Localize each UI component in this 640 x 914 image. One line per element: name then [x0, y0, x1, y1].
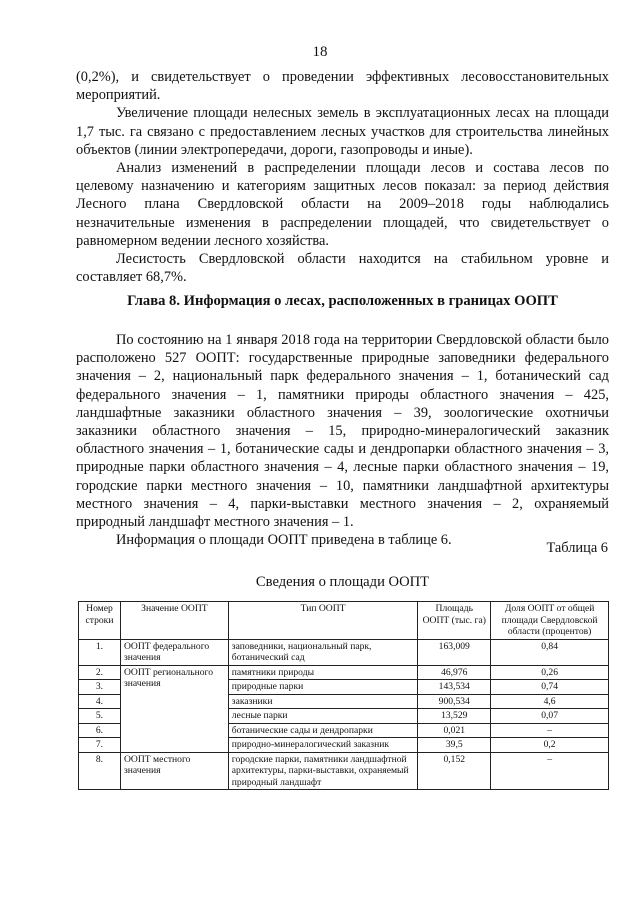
- cell-area: 13,529: [418, 709, 491, 724]
- cell-type: заказники: [228, 694, 418, 709]
- cell-share: –: [491, 723, 609, 738]
- cell-type: заповедники, национальный парк, ботанический сад: [228, 639, 418, 665]
- cell-group-federal: ООПТ федерального значения: [120, 639, 228, 665]
- cell-share: 0,2: [491, 738, 609, 753]
- cell-area: 0,152: [418, 752, 491, 790]
- cell-share: –: [491, 752, 609, 790]
- header-type: Тип ООПТ: [228, 602, 418, 640]
- header-significance: Значение ООПТ: [120, 602, 228, 640]
- cell-area: 39,5: [418, 738, 491, 753]
- cell-num: 2.: [79, 665, 121, 680]
- cell-num: 7.: [79, 738, 121, 753]
- cell-num: 1.: [79, 639, 121, 665]
- cell-num: 3.: [79, 680, 121, 695]
- cell-share: 0,07: [491, 709, 609, 724]
- cell-share: 4,6: [491, 694, 609, 709]
- cell-share: 0,26: [491, 665, 609, 680]
- cell-type: ботанические сады и дендропарки: [228, 723, 418, 738]
- paragraph: Увеличение площади нелесных земель в эксплуатационных лесах на площади 1,7 тыс. га связано с предоставлением лесных участков для строительства линейных объектов (линии электропередачи, дороги, газопроводы и иные).: [76, 105, 609, 158]
- cell-type: городские парки, памятники ландшафтной архитектуры, парки-выставки, охраняемый природный ландшафт: [228, 752, 418, 790]
- cell-area: 0,021: [418, 723, 491, 738]
- oopt-area-table: [78, 601, 609, 790]
- chapter-text: [76, 331, 609, 549]
- header-area: Площадь ООПТ (тыс. га): [418, 602, 491, 640]
- cell-area: 163,009: [418, 639, 491, 665]
- table-row: [79, 752, 609, 790]
- chapter-heading: Глава 8. Информация о лесах, расположенных в границах ООПТ: [127, 293, 558, 309]
- page-number: 18: [312, 44, 328, 60]
- cell-area: 46,976: [418, 665, 491, 680]
- cell-group-regional: ООПТ регионального значения: [120, 665, 228, 752]
- cell-num: 6.: [79, 723, 121, 738]
- cell-type: лесные парки: [228, 709, 418, 724]
- table-row: [79, 639, 609, 665]
- cell-area: 143,534: [418, 680, 491, 695]
- paragraph: По состоянию на 1 января 2018 года на территории Свердловской области было расположено 527 ООПТ: государственные природные заповедники федерального значения – 2, национальный парк федерального значения – 1, ботанический сад федерального значения – 1, памятники природы областного значения – 425, ландшафтные заказники областного значения – 39, зоологические охотничьи заказники областного значения – 15, природно-минералогический заказник областного значения – 1, ботанические сады и дендропарки областного значения – 3, природные парки областного значения – 4, лесные парки областного значения – 19, городские парки местного значения – 10, памятники ландшафтной архитектуры местного значения – 4, парки-выставки местного значения – 2, охраняемый природный ландшафт местного значения – 1.: [76, 332, 609, 531]
- table-label: Таблица 6: [546, 540, 608, 556]
- paragraph: Анализ изменений в распределении площади лесов и состава лесов по целевому назначению и категориям защитных лесов показал: за период действия Лесного плана Свердловской области на 2009–2018 годы наблюдались незначительные изменения в распределении площадей, что свидетельствует о равномерном ведении лесного хозяйства.: [76, 160, 609, 249]
- table-header-row: [79, 602, 609, 640]
- cell-group-local: ООПТ местного значения: [120, 752, 228, 790]
- paragraph: Лесистость Свердловской области находится на стабильном уровне и составляет 68,7%.: [76, 251, 609, 286]
- cell-type: памятники природы: [228, 665, 418, 680]
- paragraph: Информация о площади ООПТ приведена в таблице 6.: [116, 532, 452, 549]
- header-share: Доля ООПТ от общей площади Свердловской области (процентов): [491, 602, 609, 640]
- cell-type: природно-минералогический заказник: [228, 738, 418, 753]
- table-caption: Сведения о площади ООПТ: [255, 574, 430, 590]
- header-num: Номер строки: [79, 602, 121, 640]
- intro-text: [76, 68, 609, 286]
- cell-num: 5.: [79, 709, 121, 724]
- table-row: [79, 665, 609, 680]
- cell-type: природные парки: [228, 680, 418, 695]
- cell-area: 900,534: [418, 694, 491, 709]
- cell-num: 4.: [79, 694, 121, 709]
- cell-num: 8.: [79, 752, 121, 790]
- cell-share: 0,74: [491, 680, 609, 695]
- cell-share: 0,84: [491, 639, 609, 665]
- paragraph: (0,2%), и свидетельствует о проведении эффективных лесовосстановительных мероприятий.: [76, 69, 609, 104]
